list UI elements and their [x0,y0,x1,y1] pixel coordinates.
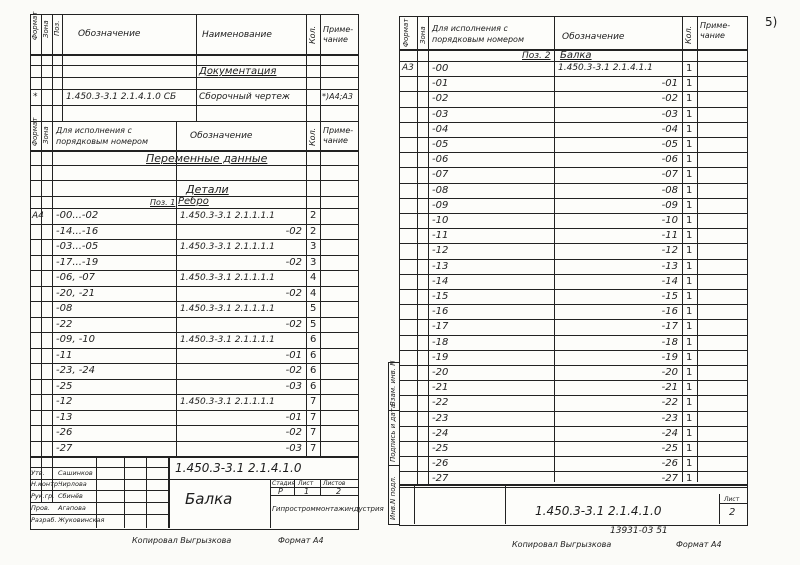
row-designation: -09 [661,199,678,211]
archive-number: 13931-03 51 [610,526,668,536]
row-divider [30,394,358,395]
row-exec: -03...-05 [56,241,99,252]
doc-code-right: 1.450.3-3.1 2.1.4.1.0 [535,504,662,518]
copied-by-left: Копировал Выгрызкова [132,536,232,545]
stage-value: Р [278,487,283,496]
row-exec: -16 [432,306,449,318]
copied-by-right: Копировал Выгрызкова [512,540,612,549]
row-designation: 1.450.3-3.1 2.1.1.1.1 [180,397,275,407]
row-exec: -03 [432,108,449,120]
original-inv-label: Инв.N подл. [389,475,397,520]
name-col-header: Наименование [202,30,272,40]
right-sheet [399,16,748,526]
row-divider [399,335,747,336]
zone-col-header-r: Зона [419,26,427,44]
row-designation: -03 [285,380,302,392]
row-exec: -23 [432,412,449,424]
row-designation: -03 [661,108,678,120]
note-col-header-1: Приме- [323,25,354,34]
signature-date-label: Подпись и дата [389,404,397,462]
org-name: Гипростроммонтажиндустрия [272,505,384,513]
row-qty: 1 [686,215,693,226]
row-qty: 7 [310,396,317,407]
row-exec: -17 [432,321,449,333]
row-qty: 1 [686,154,693,166]
row-exec: -15 [432,291,449,302]
row-qty: 1 [686,63,693,74]
row-designation: 1.450.3-3.1 2.1.1.1.1 [180,273,275,283]
row-divider [30,270,358,271]
row-qty: 7 [310,411,317,423]
row-qty: 1 [686,336,693,348]
row-designation: -05 [661,139,678,150]
zone-col-header: Зона [42,20,50,38]
pos1-name: Ребро [178,196,209,207]
row-divider [399,319,747,320]
row-designation: -02 [285,225,302,237]
signature-role: Пров. [31,504,50,512]
row-divider [399,289,747,290]
row-divider [30,255,358,256]
row-qty: 1 [686,139,693,150]
row-designation: -07 [661,169,678,181]
note-col-header-r2: чание [700,31,725,40]
row-exec: -11 [56,349,73,361]
row-designation: -14 [661,275,678,287]
row-divider [30,301,358,302]
format-note-right: Формат А4 [676,540,722,549]
row-qty: 1 [686,397,693,409]
row-exec: -11 [432,230,449,242]
row-exec: -09 [432,199,449,211]
note-col-header-2: чание [323,35,348,44]
row-qty: 1 [686,367,693,378]
variable-data-title: Переменные данные [146,152,268,165]
row-divider [30,441,358,442]
row-divider [399,456,747,457]
row-designation: -20 [661,367,678,378]
row-designation: -15 [661,291,678,302]
row-designation: 1.450.3-3.1 2.1.1.1.1 [180,242,275,252]
row-divider [399,152,747,153]
row-designation: -27 [661,473,678,485]
row-divider [30,317,358,318]
row-qty: 1 [686,412,693,424]
exec-col-header-1: Для исполнения с [56,126,132,135]
row-divider [399,183,747,184]
row-designation: -02 [285,287,302,299]
row-exec: -25 [432,443,449,454]
row-designation: -02 [285,256,302,268]
row-qty: 1 [686,260,693,272]
signature-name: Чирлова [58,480,87,488]
replacement-inv-label: Взам. инв. N [389,360,397,406]
row-qty: 1 [686,321,693,333]
row-exec: -12 [432,245,449,257]
row-exec: -25 [56,380,73,392]
row-exec: -20 [432,367,449,378]
row-exec: -24 [432,427,449,439]
row-exec: -06, -07 [56,272,96,283]
row-exec: -19 [432,351,449,363]
exec-col-header-r2: порядковым номером [432,35,524,44]
row-qty: 6 [310,365,317,376]
row-designation: -18 [661,336,678,348]
sheet-value-right: 2 [729,507,736,518]
row-exec: -14 [432,275,449,287]
row-divider [399,198,747,199]
row-exec: -00...-02 [56,210,99,221]
row-format: А3 [402,63,414,73]
row-exec: -08 [432,184,449,196]
row-divider [399,137,747,138]
row-exec: -22 [56,318,73,330]
row-qty: 1 [686,291,693,302]
row-qty: 6 [310,334,317,345]
row-divider [399,91,747,92]
row-exec: -00 [432,63,449,74]
row-divider [399,213,747,214]
row-designation: -23 [661,412,678,424]
row-exec: -14...-16 [56,225,99,237]
row-designation: -26 [661,458,678,470]
row-divider [399,122,747,123]
row-designation: -02 [285,427,302,438]
row-designation: -03 [285,442,302,454]
doc-title: Балка [185,490,233,508]
note-col-header-3: Приме- [323,126,354,135]
note-col-header-4: чание [323,136,348,145]
row-qty: 1 [686,458,693,470]
row-divider [399,259,747,260]
stage-label: Стадия [272,480,296,487]
sheet-value: 1 [304,487,310,496]
row-qty: 1 [686,275,693,287]
row-designation: -17 [661,321,678,333]
designation-col-header: Обозначение [78,29,141,39]
designation-col-header-2: Обозначение [190,131,253,141]
row-divider [30,410,358,411]
row-qty: 4 [310,272,317,283]
row-designation: -11 [661,230,678,242]
signature-name: Сбинёв [58,492,83,500]
row-exec: -23, -24 [56,365,96,376]
row-exec: -01 [432,78,449,90]
row-qty: 1 [686,184,693,196]
row-qty: 3 [310,241,317,252]
row-divider [399,243,747,244]
page-mark: 5) [765,15,778,29]
qty-col-header: Кол. [308,25,317,44]
pos-col-header: Поз. [53,20,61,36]
row-exec: -27 [432,473,449,485]
row-qty: 7 [310,427,317,438]
row-designation: 1.450.3-3.1 2.1.4.1.1 [558,63,653,73]
row-qty: 1 [686,427,693,439]
row-exec: -09, -10 [56,334,96,345]
signature-role: Рук.гр. [31,492,55,500]
qty-col-header-2: Кол. [308,127,317,146]
row-name: Сборочный чертеж [199,92,291,102]
row-divider [30,363,358,364]
row-divider [399,471,747,472]
signature-name: Агапова [58,504,86,512]
row-exec: -26 [432,458,449,470]
row-exec: -10 [432,215,449,226]
row-divider [30,348,358,349]
row-divider [399,395,747,396]
row-qty: 6 [310,380,317,392]
row-exec: -07 [432,169,449,181]
row-designation: -01 [661,78,678,90]
row-exec: -12 [56,396,73,407]
doc-code: 1.450.3-3.1 2.1.4.1.0 [175,461,302,475]
row-qty: 1 [686,93,693,105]
row-divider [399,167,747,168]
row-designation: -22 [661,397,678,409]
note-col-header-r1: Приме- [700,21,731,30]
row-qty: 1 [686,245,693,257]
row-exec: -06 [432,154,449,166]
row-designation: -06 [661,154,678,166]
pos2-name: Балка [560,50,592,61]
row-divider [30,239,358,240]
row-divider [399,350,747,351]
exec-col-header-r1: Для исполнения с [432,24,508,33]
zone-col-header-2: Зона [42,126,50,144]
row-designation: -12 [661,245,678,257]
row-divider [30,286,358,287]
row-exec: -18 [432,336,449,348]
row-qty: 1 [686,351,693,363]
row-qty: 1 [686,78,693,90]
row-designation: 1.450.3-3.1 2.1.1.1.1 [180,304,275,314]
row-exec: -02 [432,93,449,105]
row-qty: 4 [310,287,317,299]
row-designation: -10 [661,215,678,226]
row-qty: 1 [686,443,693,454]
row-qty: 5 [310,318,317,330]
row-divider [399,411,747,412]
signature-role: Разраб. [31,516,57,524]
row-qty: 1 [686,382,693,394]
row-exec: -17...-19 [56,256,99,268]
qty-col-header-r: Кол. [684,25,693,44]
row-divider [30,425,358,426]
sheet-label: Лист [298,480,314,487]
signature-role: Утв. [31,469,45,477]
row-designation: -08 [661,184,678,196]
row-designation: -02 [285,365,302,376]
row-designation: 1.450.3-3.1 2.1.4.1.0 СБ [66,92,177,102]
row-format: А4 [32,211,44,221]
row-qty: 3 [310,256,317,268]
sheet-label-right: Лист [724,496,740,503]
row-note: *)А4;А3 [322,92,353,101]
row-divider [399,304,747,305]
row-divider [399,76,747,77]
row-exec: -05 [432,139,449,150]
row-designation: -19 [661,351,678,363]
row-qty: 2 [310,210,317,221]
row-qty: 1 [686,123,693,135]
row-divider [399,274,747,275]
row-marker: * [33,92,38,102]
row-divider [399,487,747,488]
designation-col-header-r: Обозначение [562,32,625,42]
row-divider [30,379,358,380]
format-col-header-r: Формат [402,18,410,47]
row-exec: -26 [56,427,73,438]
format-col-header-2: Формат [31,117,39,146]
pos2-label: Поз. 2 [522,51,551,61]
row-designation: -16 [661,306,678,318]
row-exec: -08 [56,303,73,314]
row-designation: 1.450.3-3.1 2.1.1.1.1 [180,211,275,221]
row-designation: -21 [661,382,678,394]
row-qty: 1 [686,306,693,318]
row-qty: 1 [686,473,693,485]
signature-role: Н.контр. [31,480,61,488]
exec-col-header-2: порядковым номером [56,137,148,146]
row-exec: -13 [56,411,73,423]
row-divider [30,224,358,225]
row-designation: 1.450.3-3.1 2.1.1.1.1 [180,335,275,345]
row-divider [30,332,358,333]
documentation-section: Документация [199,66,277,77]
row-exec: -04 [432,123,449,135]
row-designation: -01 [285,411,302,423]
signature-name: Сашинков [58,469,93,477]
row-qty: 2 [310,225,317,237]
row-designation: -02 [285,318,302,330]
row-exec: -21 [432,382,449,394]
row-designation: -24 [661,427,678,439]
row-qty: 1 [686,199,693,211]
row-designation: -13 [661,260,678,272]
row-exec: -27 [56,442,73,454]
row-qty: 1 [686,169,693,181]
row-divider [399,426,747,427]
sheets-value: 2 [336,487,342,496]
row-divider [399,365,747,366]
row-divider [399,228,747,229]
sheets-label: Листов [323,480,346,487]
parts-section: Детали [186,183,229,196]
row-divider [399,107,747,108]
row-designation: -02 [661,93,678,105]
pos1-label: Поз. 1 [150,198,176,207]
row-exec: -22 [432,397,449,409]
row-qty: 5 [310,303,317,314]
row-exec: -20, -21 [56,287,96,299]
row-exec: -13 [432,260,449,272]
row-qty: 1 [686,108,693,120]
row-qty: 7 [310,442,317,454]
format-note-left: Формат А4 [278,536,324,545]
signature-name: Жуковинская [58,516,105,524]
row-qty: 1 [686,230,693,242]
row-divider [399,441,747,442]
row-qty: 6 [310,349,317,361]
row-designation: -04 [661,123,678,135]
row-divider [399,380,747,381]
format-col-header: Формат [31,11,39,40]
row-designation: -25 [661,443,678,454]
row-designation: -01 [285,349,302,361]
